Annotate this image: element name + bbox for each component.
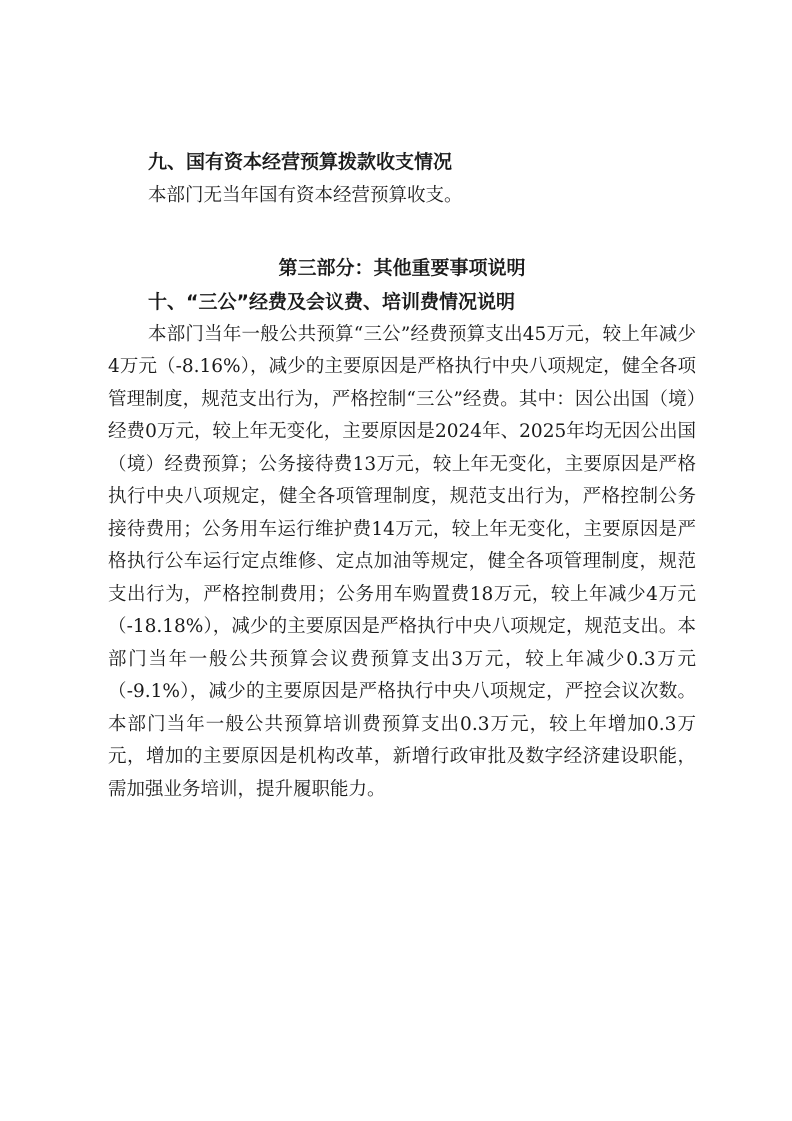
section-ten-body: 本部门当年一般公共预算“三公”经费预算支出45万元，较上年减少4万元（-8.16%），减少的主要原因是严格执行中央八项规定，健全各项管理制度，规范支出行为，严格控制“三公”经费。其中：因公出国（境）经费0万元，较上年无变化，主要原因是2024年、2025年均无因公出国（境）经费预算；公务接待费13万元，较上年无变化，主要原因是严格执行中央八项规定，健全各项管理制度，规范支出行为，严格控制公务接待费用；公务用车运行维护费14万元，较上年无变化，主要原因是严格执行公车运行定点维修、定点加油等规定，健全各项管理制度，规范支出行为，严格控制费用；公务用车购置费18万元，较上年减少4万元（-18.18%），减少的主要原因是严格执行中央八项规定，规范支出。本部门当年一般公共预算会议费预算支出3万元，较上年减少0.3万元（-9.1%），减少的主要原因是严格执行中央八项规定，严控会议次数。本部门当年一般公共预算培训费预算支出0.3万元，较上年增加0.3万元，增加的主要原因是机构改革，新增行政审批及数字经济建设职能，需加强业务培训，提升履职能力。 xyxy=(108,323,696,800)
document-content xyxy=(108,145,696,806)
spacer xyxy=(108,213,696,251)
section-ten-heading: 十、“三公”经费及会议费、培训费情况说明 xyxy=(148,290,515,313)
section-nine-body: 本部门无当年国有资本经营预算收支。 xyxy=(148,185,463,206)
section-nine-heading: 九、国有资本经营预算拨款收支情况 xyxy=(148,151,453,173)
part-three-title: 第三部分：其他重要事项说明 xyxy=(278,256,526,279)
